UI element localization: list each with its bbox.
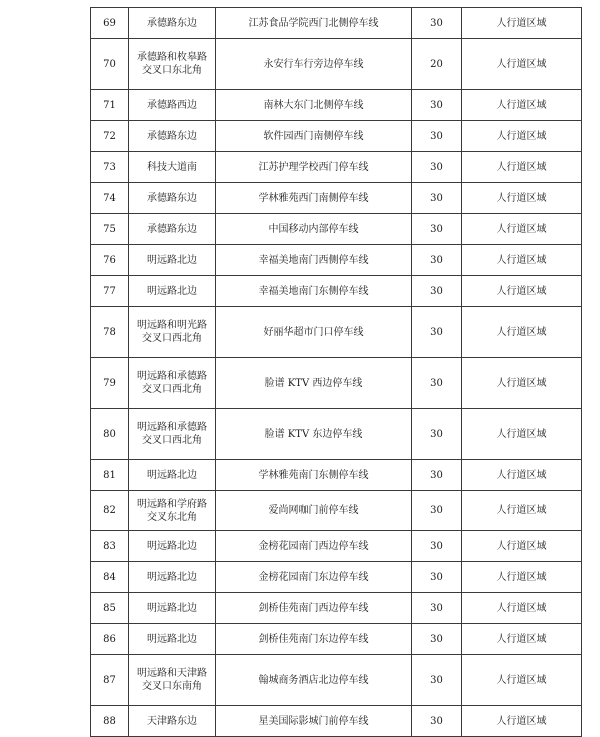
cell-number: 88 <box>91 706 129 737</box>
cell-count: 30 <box>412 90 462 121</box>
cell-location: 脸谱 KTV 东边停车线 <box>216 409 412 460</box>
cell-number: 87 <box>91 655 129 706</box>
cell-zone: 人行道区域 <box>462 183 582 214</box>
cell-zone: 人行道区域 <box>462 706 582 737</box>
cell-zone: 人行道区域 <box>462 214 582 245</box>
cell-count: 30 <box>412 183 462 214</box>
cell-road: 承德路东边 <box>129 8 216 39</box>
cell-count: 20 <box>412 39 462 90</box>
table-row <box>91 706 582 737</box>
cell-location: 学林雅苑西门南侧停车线 <box>216 183 412 214</box>
cell-zone: 人行道区域 <box>462 90 582 121</box>
cell-zone: 人行道区域 <box>462 593 582 624</box>
table-row <box>91 8 582 39</box>
table-row <box>91 409 582 460</box>
cell-number: 77 <box>91 276 129 307</box>
cell-zone: 人行道区域 <box>462 8 582 39</box>
cell-count: 30 <box>412 562 462 593</box>
table-row <box>91 183 582 214</box>
cell-count: 30 <box>412 307 462 358</box>
cell-zone: 人行道区域 <box>462 531 582 562</box>
cell-number: 85 <box>91 593 129 624</box>
cell-number: 82 <box>91 491 129 531</box>
cell-count: 30 <box>412 460 462 491</box>
table-row <box>91 245 582 276</box>
cell-number: 79 <box>91 358 129 409</box>
cell-count: 30 <box>412 655 462 706</box>
table-row <box>91 593 582 624</box>
cell-location: 学林雅苑南门东侧停车线 <box>216 460 412 491</box>
cell-count: 30 <box>412 358 462 409</box>
cell-road: 明远路北边 <box>129 562 216 593</box>
cell-count: 30 <box>412 8 462 39</box>
cell-road: 天津路东边 <box>129 706 216 737</box>
cell-number: 70 <box>91 39 129 90</box>
cell-zone: 人行道区域 <box>462 409 582 460</box>
table-row <box>91 90 582 121</box>
cell-count: 30 <box>412 276 462 307</box>
cell-location: 翰城商务酒店北边停车线 <box>216 655 412 706</box>
cell-number: 86 <box>91 624 129 655</box>
cell-road: 承德路东边 <box>129 121 216 152</box>
table-row <box>91 358 582 409</box>
cell-location: 幸福美地南门西侧停车线 <box>216 245 412 276</box>
cell-number: 83 <box>91 531 129 562</box>
cell-road: 明远路北边 <box>129 276 216 307</box>
cell-zone: 人行道区域 <box>462 307 582 358</box>
cell-count: 30 <box>412 706 462 737</box>
table-row <box>91 460 582 491</box>
cell-road: 承德路和枚皋路交叉口东北角 <box>129 39 216 90</box>
cell-road: 明远路北边 <box>129 460 216 491</box>
cell-road: 明远路和明光路交叉口西北角 <box>129 307 216 358</box>
cell-zone: 人行道区域 <box>462 562 582 593</box>
cell-road: 明远路北边 <box>129 531 216 562</box>
cell-location: 剑桥佳苑南门东边停车线 <box>216 624 412 655</box>
table-row <box>91 624 582 655</box>
cell-zone: 人行道区域 <box>462 121 582 152</box>
cell-road: 明远路北边 <box>129 245 216 276</box>
cell-location: 金榜花园南门东边停车线 <box>216 562 412 593</box>
cell-location: 剑桥佳苑南门西边停车线 <box>216 593 412 624</box>
cell-number: 69 <box>91 8 129 39</box>
cell-count: 30 <box>412 531 462 562</box>
cell-location: 南林大东门北侧停车线 <box>216 90 412 121</box>
cell-road: 明远路和学府路交叉东北角 <box>129 491 216 531</box>
cell-location: 脸谱 KTV 西边停车线 <box>216 358 412 409</box>
cell-location: 软件园西门南侧停车线 <box>216 121 412 152</box>
table-row <box>91 655 582 706</box>
table-row <box>91 562 582 593</box>
cell-number: 84 <box>91 562 129 593</box>
cell-road: 明远路和天津路交叉口东南角 <box>129 655 216 706</box>
table-row <box>91 39 582 90</box>
cell-number: 80 <box>91 409 129 460</box>
cell-zone: 人行道区域 <box>462 276 582 307</box>
cell-zone: 人行道区域 <box>462 39 582 90</box>
cell-location: 金榜花园南门西边停车线 <box>216 531 412 562</box>
cell-location: 星美国际影城门前停车线 <box>216 706 412 737</box>
cell-location: 好丽华超市门口停车线 <box>216 307 412 358</box>
cell-number: 73 <box>91 152 129 183</box>
cell-road: 承德路西边 <box>129 90 216 121</box>
table-row <box>91 152 582 183</box>
cell-count: 30 <box>412 409 462 460</box>
cell-road: 明远路北边 <box>129 624 216 655</box>
cell-zone: 人行道区域 <box>462 358 582 409</box>
cell-count: 30 <box>412 491 462 531</box>
cell-zone: 人行道区域 <box>462 245 582 276</box>
cell-road: 科技大道南 <box>129 152 216 183</box>
table-row <box>91 276 582 307</box>
parking-line-table <box>90 7 582 737</box>
cell-road: 承德路东边 <box>129 183 216 214</box>
cell-count: 30 <box>412 121 462 152</box>
table-row <box>91 491 582 531</box>
cell-number: 75 <box>91 214 129 245</box>
cell-location: 江苏护理学校西门停车线 <box>216 152 412 183</box>
cell-location: 中国移动内部停车线 <box>216 214 412 245</box>
cell-count: 30 <box>412 593 462 624</box>
cell-zone: 人行道区域 <box>462 655 582 706</box>
cell-location: 幸福美地南门东侧停车线 <box>216 276 412 307</box>
cell-number: 74 <box>91 183 129 214</box>
cell-location: 江苏食品学院西门北侧停车线 <box>216 8 412 39</box>
cell-zone: 人行道区域 <box>462 491 582 531</box>
cell-count: 30 <box>412 624 462 655</box>
cell-zone: 人行道区域 <box>462 460 582 491</box>
cell-zone: 人行道区域 <box>462 624 582 655</box>
cell-zone: 人行道区域 <box>462 152 582 183</box>
cell-count: 30 <box>412 152 462 183</box>
table-row <box>91 121 582 152</box>
cell-number: 81 <box>91 460 129 491</box>
cell-count: 30 <box>412 214 462 245</box>
table-row <box>91 214 582 245</box>
cell-road: 明远路和承德路交叉口西北角 <box>129 409 216 460</box>
cell-road: 承德路东边 <box>129 214 216 245</box>
cell-count: 30 <box>412 245 462 276</box>
cell-location: 爱尚网咖门前停车线 <box>216 491 412 531</box>
cell-number: 71 <box>91 90 129 121</box>
cell-road: 明远路和承德路交叉口西北角 <box>129 358 216 409</box>
cell-number: 76 <box>91 245 129 276</box>
cell-number: 78 <box>91 307 129 358</box>
table-row <box>91 307 582 358</box>
table-row <box>91 531 582 562</box>
cell-number: 72 <box>91 121 129 152</box>
table-body <box>91 8 582 737</box>
cell-road: 明远路北边 <box>129 593 216 624</box>
cell-location: 永安行车行旁边停车线 <box>216 39 412 90</box>
